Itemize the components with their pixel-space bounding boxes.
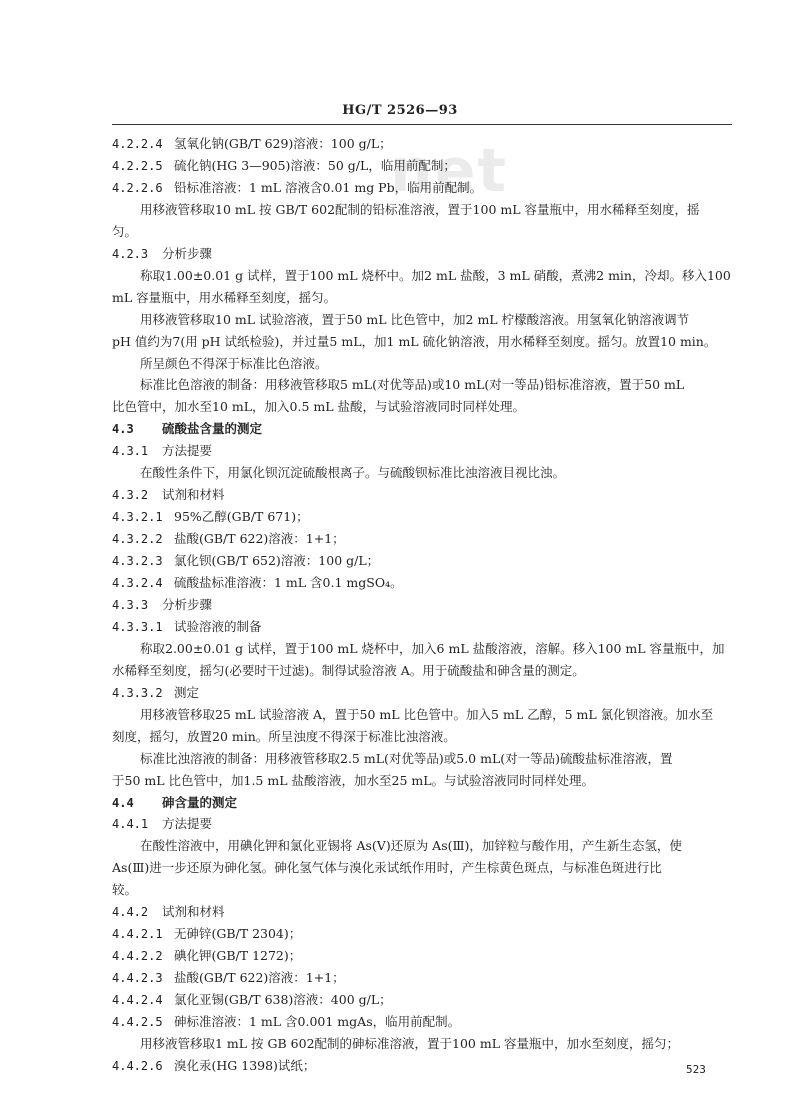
clause-number: 4.2.2.4: [112, 137, 163, 151]
paragraph-line: [112, 290, 740, 306]
clause-line: [112, 970, 740, 986]
clause-line: [112, 685, 740, 701]
clause-text: 方法提要: [162, 816, 213, 832]
clause-line: [112, 246, 740, 262]
clause-text: 盐酸(GB/T 622)溶液：1+1；: [174, 970, 345, 986]
clause-text: 用移液管移取10 mL 按 GB/T 602配制的铅标准溶液，置于100 mL 容量瓶中，用水稀释至刻度，摇: [140, 201, 700, 217]
watermark: net: [390, 136, 509, 206]
clause-number: 4.3.1: [112, 444, 149, 459]
clause-text: 测定: [174, 684, 200, 700]
clause-text: 分析步骤: [162, 596, 213, 612]
clause-number: 4.4.2.5: [112, 1015, 163, 1029]
clause-number: 4.4.1: [112, 817, 149, 832]
clause-line: [112, 904, 740, 920]
clause-text: 于50 mL 比色管中，加1.5 mL 盐酸溶液，加水至25 mL。与试验溶液同时同样处理。: [112, 772, 595, 788]
clause-text: 砷标准溶液：1 mL 含0.001 mgAs，临用前配制。: [174, 1014, 461, 1029]
clause-text: 碘化钾(GB/T 1272)；: [174, 948, 302, 964]
clause-line: [112, 136, 740, 152]
clause-line: [112, 509, 740, 525]
clause-text: 硫酸盐含量的测定: [162, 421, 263, 437]
clause-text: 标准比色溶液的制备：用移液管移取5 mL(对优等品)或10 mL(对一等品)铅标准溶液，置于50 mL: [140, 377, 685, 393]
clause-line: [112, 443, 740, 459]
header-rule: [112, 124, 732, 125]
clause-text: 95%乙醇(GB/T 671)；: [174, 509, 309, 525]
clause-number: 4.4.2.2: [112, 949, 163, 964]
paragraph-line: [112, 860, 740, 876]
clause-text: 试验溶液的制备: [174, 618, 262, 634]
clause-text: mL 容量瓶中，用水稀释至刻度，摇匀。: [112, 289, 337, 305]
clause-text: 试剂和材料: [162, 487, 225, 503]
clause-line: [112, 816, 740, 832]
clause-text: 氯化亚锡(GB/T 638)溶液：400 g/L；: [174, 992, 392, 1008]
clause-line: [112, 421, 740, 437]
paragraph-line: [112, 399, 740, 415]
clause-text: 硫酸盐标准溶液：1 mL 含0.1 mgSO₄。: [174, 575, 403, 590]
clause-line: [112, 619, 740, 635]
paragraph-line: [140, 202, 740, 218]
clause-number: 4.3.2.3: [112, 554, 163, 569]
clause-text: 无砷锌(GB/T 2304)；: [174, 926, 302, 942]
clause-text: 在酸性条件下，用氯化钡沉淀硫酸根离子。与硫酸钡标准比浊溶液目视比浊。: [140, 465, 566, 481]
clause-text: 用移液管移取25 mL 试验溶液 A，置于50 mL 比色管中。加入5 mL 乙醇，5 mL 氯化钡溶液。加水至: [140, 706, 714, 722]
clause-text: 方法提要: [162, 443, 213, 459]
clause-text: 水稀释至刻度，摇匀(必要时干过滤)。制得试验溶液 A。用于硫酸盐和砷含量的测定。: [112, 662, 585, 678]
clause-number: 4.3.2.2: [112, 532, 163, 547]
clause-text: 硫化钠(HG 3—905)溶液：50 g/L，临用前配制；: [174, 157, 456, 173]
paragraph-line: [140, 312, 740, 328]
paragraph-line: [140, 751, 740, 767]
clause-text: As(Ⅲ)进一步还原为砷化氢。砷化氢气体与溴化汞试纸作用时，产生棕黄色斑点，与标准色斑进行比: [112, 860, 662, 876]
paragraph-line: [140, 465, 740, 481]
clause-text: pH 值约为7(用 pH 试纸检验)，并过量5 mL，加1 mL 硫化钠溶液，用水稀释至刻度。摇匀。放置10 min。: [112, 333, 717, 349]
clause-number: 4.4.2.3: [112, 971, 163, 986]
paragraph-line: [112, 334, 740, 350]
clause-line: [112, 575, 740, 591]
clause-number: 4.3.2: [112, 488, 149, 503]
clause-text: 氢氧化钠(GB/T 629)溶液：100 g/L；: [174, 136, 392, 151]
clause-number: 4.4: [112, 795, 134, 810]
clause-line: [112, 1014, 740, 1030]
clause-text: 刻度，摇匀，放置20 min。所呈浊度不得深于标准比浊溶液。: [112, 728, 456, 744]
paragraph-line: [112, 224, 740, 240]
paragraph-line: [140, 707, 740, 723]
clause-text: 比色管中，加水至10 mL，加入0.5 mL 盐酸，与试验溶液同时同样处理。: [112, 399, 526, 415]
paragraph-line: [140, 641, 740, 657]
clause-text: 用移液管移取10 mL 试验溶液，置于50 mL 比色管中，加2 mL 柠檬酸溶液。用氢氧化钠溶液调节: [140, 311, 690, 327]
clause-line: [112, 948, 740, 964]
clause-text: 较。: [112, 882, 138, 898]
clause-line: [112, 1058, 740, 1074]
clause-number: 4.3.3.2: [112, 685, 163, 700]
clause-line: [112, 795, 740, 811]
paragraph-line: [140, 1036, 740, 1052]
paragraph-line: [140, 377, 740, 393]
clause-text: 铅标准溶液：1 mL 溶液含0.01 mg Pb，临用前配制。: [174, 179, 483, 195]
clause-number: 4.3.3.1: [112, 619, 163, 634]
clause-line: [112, 597, 740, 613]
clause-line: [112, 553, 740, 569]
clause-text: 称取1.00±0.01 g 试样，置于100 mL 烧杯中。加2 mL 盐酸，3 mL 硝酸，煮沸2 min，冷却。移入100: [140, 267, 731, 283]
clause-number: 4.3: [112, 422, 134, 437]
paragraph-line: [112, 729, 740, 745]
paragraph-line: [112, 663, 740, 679]
paragraph-line: [140, 838, 740, 854]
clause-text: 称取2.00±0.01 g 试样，置于100 mL 烧杯中，加入6 mL 盐酸溶液，溶解。移入100 mL 容量瓶中，加: [140, 640, 725, 656]
clause-number: 4.3.2.1: [112, 510, 163, 525]
paragraph-line: [140, 356, 740, 372]
paragraph-line: [112, 882, 740, 898]
clause-number: 4.3.3: [112, 597, 149, 612]
clause-number: 4.4.2.6: [112, 1058, 163, 1073]
clause-text: 盐酸(GB/T 622)溶液：1+1；: [174, 531, 345, 547]
clause-text: 分析步骤: [162, 245, 213, 261]
clause-text: 试剂和材料: [162, 904, 225, 920]
clause-number: 4.2.2.5: [112, 158, 163, 173]
clause-number: 4.4.2.4: [112, 993, 163, 1008]
clause-text: 氯化钡(GB/T 652)溶液：100 g/L；: [174, 553, 380, 569]
clause-line: [112, 180, 740, 196]
clause-number: 4.4.2: [112, 905, 149, 920]
clause-text: 标准比浊溶液的制备：用移液管移取2.5 mL(对优等品)或5.0 mL(对一等品)硫酸盐标准溶液，置: [140, 750, 673, 766]
clause-number: 4.3.2.4: [112, 576, 163, 590]
clause-text: 砷含量的测定: [162, 794, 238, 810]
page-number: 523: [686, 1063, 706, 1076]
clause-text: 在酸性溶液中，用碘化钾和氯化亚锡将 As(Ⅴ)还原为 As(Ⅲ)，加锌粒与酸作用，产生新生态氢，使: [140, 838, 682, 854]
clause-line: [112, 992, 740, 1008]
clause-line: [112, 158, 740, 174]
paragraph-line: [140, 268, 740, 284]
clause-text: 匀。: [112, 223, 138, 239]
paragraph-line: [112, 773, 740, 789]
clause-line: [112, 531, 740, 547]
clause-number: 4.2.2.6: [112, 180, 163, 195]
clause-line: [112, 926, 740, 942]
clause-number: 4.2.3: [112, 246, 149, 261]
clause-text: 溴化汞(HG 1398)试纸；: [174, 1057, 316, 1073]
clause-number: 4.4.2.1: [112, 927, 163, 942]
clause-line: [112, 487, 740, 503]
clause-text: 所呈颜色不得深于标准比色溶液。: [140, 355, 328, 371]
clause-text: 用移液管移取1 mL 按 GB 602配制的砷标准溶液，置于100 mL 容量瓶中，加水至刻度，摇匀；: [140, 1035, 679, 1051]
standard-header: HG/T 2526—93: [342, 103, 458, 118]
